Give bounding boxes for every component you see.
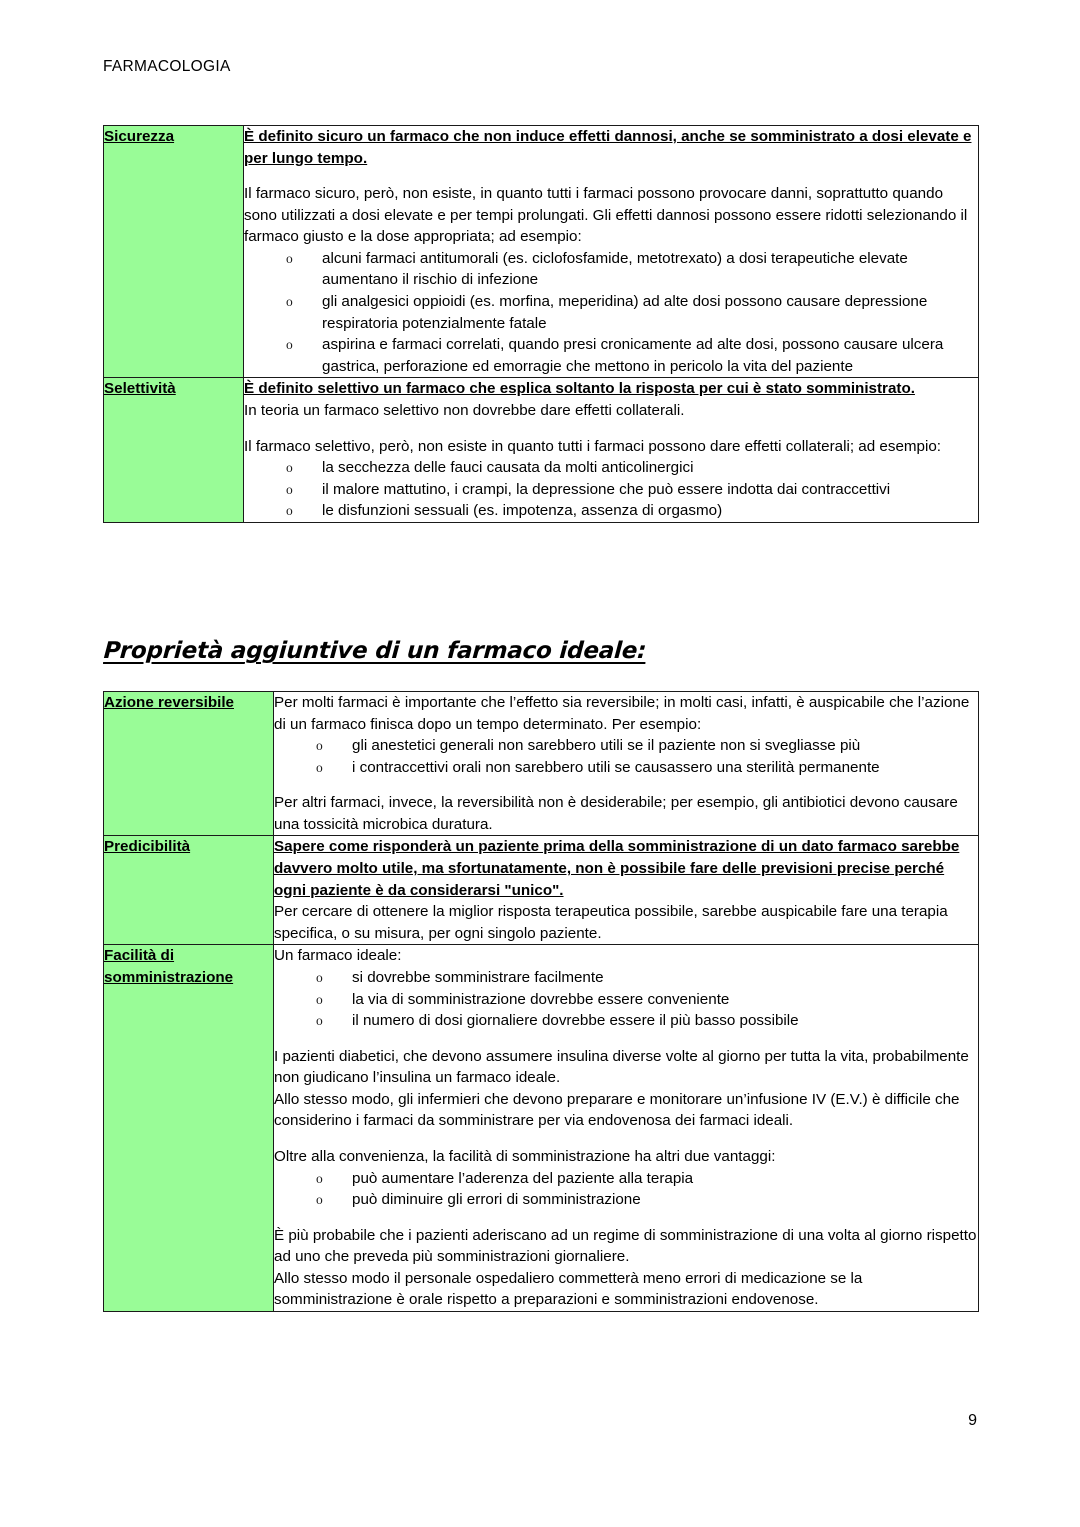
list-item: o può diminuire gli errori di somministrazione xyxy=(274,1189,978,1211)
row-label-facilita-somministrazione xyxy=(104,945,274,1312)
list-item: o le disfunzioni sessuali (es. impotenza, assenza di orgasmo) xyxy=(244,500,978,522)
row-label-text-line1: Facilità di xyxy=(104,947,175,965)
row-label-text: Selettività xyxy=(104,380,176,398)
definition-text: È definito selettivo un farmaco che esplica soltanto la risposta per cui è stato somministrato. xyxy=(244,380,915,398)
spacer xyxy=(244,422,978,436)
list-item: o può aumentare l’aderenza del paziente alla terapia xyxy=(274,1168,978,1190)
spacer xyxy=(274,1132,978,1146)
list-item: o gli anestetici generali non sarebbero utili se il paziente non si svegliasse più xyxy=(274,735,978,757)
row-label-sicurezza xyxy=(104,126,244,378)
list-item: o la via di somministrazione dovrebbe essere conveniente xyxy=(274,989,978,1011)
row-label-selettivita xyxy=(104,378,244,522)
intro-text-two: Oltre alla convenienza, la facilità di somministrazione ha altri due vantaggi: xyxy=(274,1147,776,1165)
row-body-sicurezza xyxy=(244,126,979,378)
definition-subline: In teoria un farmaco selettivo non dovrebbe dare effetti collaterali. xyxy=(244,401,685,419)
row-label-text: Azione reversibile xyxy=(104,694,234,711)
list-item: o gli analgesici oppioidi (es. morfina, meperidina) ad alte dosi possono causare depressione respiratoria potenzialmente fatale xyxy=(244,291,978,334)
list-item: o aspirina e farmaci correlati, quando presi cronicamente ad alte dosi, possono causare ulcera gastrica, perforazione ed emorragie che mettono in pericolo la vita del paziente xyxy=(244,334,978,377)
row-label-predicibilita xyxy=(104,836,274,945)
bullet-list xyxy=(274,735,978,778)
table-additional-properties xyxy=(103,691,979,1312)
body-paragraph: Il farmaco sicuro, però, non esiste, in quanto tutti i farmaci possono provocare danni, soprattutto quando sono utilizzati a dosi elevate e per tempi prolungati. Gli effetti dannosi possono essere ridotti selezionando il farmaco giusto e la dose appropriata; ad esempio: xyxy=(244,185,968,246)
list-item: o i contraccettivi orali non sarebbero utili se causassero una sterilità permanente xyxy=(274,757,978,779)
table-row xyxy=(104,378,979,522)
table-row xyxy=(104,692,979,836)
spacer xyxy=(244,169,978,183)
page-number: 9 xyxy=(968,1412,977,1429)
table-row xyxy=(104,126,979,378)
table-safety-selectivity xyxy=(103,125,979,523)
row-body-predicibilita xyxy=(274,836,979,945)
list-item: o alcuni farmaci antitumorali (es. ciclofosfamide, metotrexato) a dosi terapeutiche elevate aumentano il rischio di infezione xyxy=(244,248,978,291)
row-label-azione-reversibile xyxy=(104,692,274,836)
bullet-list xyxy=(244,457,978,522)
bullet-list xyxy=(244,248,978,377)
body-paragraph: Per altri farmaci, invece, la reversibilità non è desiderabile; per esempio, gli antibiotici devono causare una tossicità microbica duratura. xyxy=(274,794,958,833)
list-item: o il malore mattutino, i crampi, la depressione che può essere indotta dai contraccettivi xyxy=(244,479,978,501)
list-item: o il numero di dosi giornaliere dovrebbe essere il più basso possibile xyxy=(274,1010,978,1032)
list-item: o si dovrebbe somministrare facilmente xyxy=(274,967,978,989)
row-label-text-line2: somministrazione xyxy=(104,969,234,987)
body-paragraph: È più probabile che i pazienti aderiscano ad un regime di somministrazione di una volta al giorno rispetto ad uno che preveda più somministrazioni giornaliere. xyxy=(274,1226,977,1266)
body-paragraph: Allo stesso modo il personale ospedaliero commetterà meno errori di medicazione se la somministrazione è orale rispetto a preparazioni e somministrazioni endovenose. xyxy=(274,1269,863,1309)
body-paragraph: Per molti farmaci è importante che l’effetto sia reversibile; in molti casi, infatti, è auspicabile che l’azione di un farmaco finisca dopo un tempo determinato. Per esempio: xyxy=(274,694,970,733)
row-body-azione-reversibile xyxy=(274,692,979,836)
spacer xyxy=(274,1032,978,1046)
list-item: o la secchezza delle fauci causata da molti anticolinergici xyxy=(244,457,978,479)
body-paragraph: Allo stesso modo, gli infermieri che devono preparare e monitorare un’infusione IV (E.V.) è difficile che considerino i farmaci da somministrare per via endovenosa dei farmaci ideali. xyxy=(274,1090,960,1130)
spacer xyxy=(274,778,978,792)
spacer xyxy=(274,1211,978,1225)
definition-text: È definito sicuro un farmaco che non induce effetti dannosi, anche se somministrato a dosi elevate e per lungo tempo. xyxy=(244,128,972,167)
row-label-text: Sicurezza xyxy=(104,128,175,145)
intro-text: Un farmaco ideale: xyxy=(274,947,402,965)
table-row xyxy=(104,945,979,1312)
row-body-facilita-somministrazione xyxy=(274,945,979,1312)
row-body-selettivita xyxy=(244,378,979,522)
bullet-list-two xyxy=(274,1168,978,1211)
section-heading: Proprietà aggiuntive di un farmaco ideale: xyxy=(103,638,648,664)
table-row xyxy=(104,836,979,945)
body-paragraph: I pazienti diabetici, che devono assumere insulina diverse volte al giorno per tutta la vita, probabilmente non giudicano l’insulina un farmaco ideale. xyxy=(274,1047,969,1087)
page-header-title: FARMACOLOGIA xyxy=(103,58,231,75)
definition-text: Sapere come risponderà un paziente prima della somministrazione di un dato farmaco sarebbe davvero molto utile, ma sfortunatamente, non è possibile fare delle previsioni precise perché ogni paziente è da considerarsi "unico". xyxy=(274,838,960,899)
bullet-list-one xyxy=(274,967,978,1032)
row-label-text: Predicibilità xyxy=(104,838,191,856)
body-paragraph: Per cercare di ottenere la miglior risposta terapeutica possibile, sarebbe auspicabile fare una terapia specifica, o su misura, per ogni singolo paziente. xyxy=(274,903,948,942)
body-paragraph: Il farmaco selettivo, però, non esiste in quanto tutti i farmaci possono dare effetti collaterali; ad esempio: xyxy=(244,437,942,455)
